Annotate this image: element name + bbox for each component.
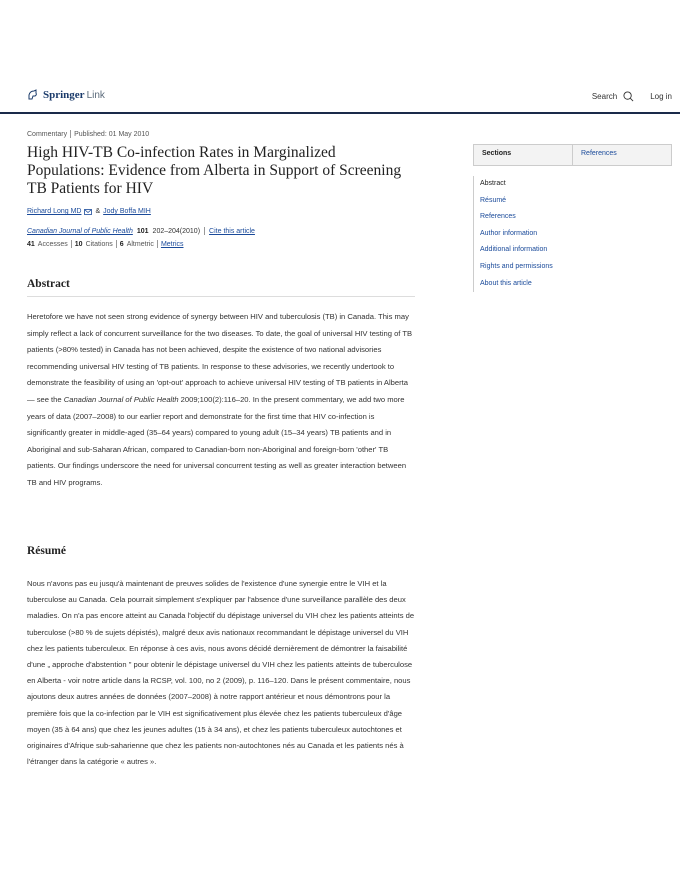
- journal-pages: 202–204(2010): [152, 227, 201, 235]
- abstract-text-part1: Heretofore we have not seen strong evidence of synergy between HIV and tuberculosis (TB) in Canada. This may simply reflect a lack of concurrent surveillance for the two diseases. To date, the goal of universal HIV testing of TB patients (>80% tested) in Canada has not been achieved, despite the existence of two national advisories recommending universal HIV testing of TB patients. In response to these advisories, we recently undertook to demonstrate the feasibility of using an 'opt-out' approach to achieve universal HIV testing of TB patients in Alberta — see the: [27, 312, 413, 404]
- springer-link-logo[interactable]: [27, 89, 105, 101]
- altmetric-label: Altmetric: [126, 240, 154, 248]
- abstract-journal-name: Canadian Journal of Public Health: [63, 394, 179, 404]
- altmetric-count: 6: [119, 240, 124, 248]
- sidebar-tabs: [473, 144, 672, 166]
- divider: [157, 240, 158, 248]
- article-title: High HIV-TB Co-infection Rates in Marginalized Populations: Evidence from Alberta in Support of Screening TB Patients for HIV: [27, 144, 402, 197]
- mail-icon[interactable]: [84, 209, 92, 215]
- sidebar-item-author-information[interactable]: Author information: [480, 229, 538, 237]
- resume-body: Nous n'avons pas eu jusqu'à maintenant de preuves solides de l'existence d'une synergie entre le VIH et la tuberculose au Canada. Cela pourrait simplement s'expliquer par l'absence d'une surveillance parallèle des deux maladies. On n'a pas encore atteint au Canada l'objectif du dépistage universel du VIH chez les patients atteints de tuberculose (>80 % de sujets dépistés), malgré deux avis nationaux recommandant le dépistage universel du VIH chez les patients tuberculeux. En réponse à ces avis, nous avons décidé dernièrement de démontrer la faisabilité d'une „ approche d'abstention " pour obtenir le dépistage universel du VIH chez les patients atteints de tuberculose en Alberta - voir notre article dans la RCSP, vol. 100, no 2 (2009), p. 116–120. Dans le présent commentaire, nous ajoutons deux autres années de données (2007–2008) à notre rapport antérieur et nous démontrons pour la première fois que la co-infection par le VIH est significativement plus élevée chez les patients tuberculeux d'âge moyen (35 à 64 ans) que chez les jeunes adultes (15 à 34 ans), et chez les patients tuberculeux autochtones et originaires d'Afrique sub-saharienne que chez les patients non-autochtones nés au Canada et les patients nés à l'étranger dans la catégorie « autres ».: [27, 579, 415, 767]
- sections-sidebar: [473, 144, 672, 292]
- article-header: [27, 130, 415, 248]
- cite-article-link[interactable]: Cite this article: [209, 227, 255, 235]
- logo-link-text: Link: [86, 89, 105, 101]
- author-link-boffa[interactable]: Jody Boffa MIH: [103, 208, 151, 215]
- sidebar-item-additional-information[interactable]: Additional information: [480, 246, 548, 254]
- resume-heading: Résumé: [27, 545, 66, 557]
- divider: [71, 240, 72, 248]
- journal-volume: 101: [136, 227, 149, 235]
- divider: [70, 130, 71, 138]
- citations-label: Citations: [85, 240, 113, 248]
- tab-sections[interactable]: Sections: [474, 145, 573, 165]
- author-separator: &: [95, 208, 101, 215]
- accesses-label: Accesses: [37, 240, 68, 248]
- divider: [116, 240, 117, 248]
- author-link-long[interactable]: Richard Long MD: [27, 208, 82, 215]
- search-link[interactable]: Search: [591, 92, 618, 101]
- sidebar-item-abstract[interactable]: Abstract: [480, 180, 506, 187]
- sidebar-section-list: [473, 176, 672, 292]
- divider: [204, 227, 205, 235]
- accesses-count: 41: [27, 240, 35, 248]
- tab-references[interactable]: References: [581, 150, 617, 157]
- sidebar-item-rights-and-permissions[interactable]: Rights and permissions: [480, 262, 553, 270]
- site-header: [0, 86, 680, 114]
- publish-date: Published: 01 May 2010: [74, 130, 150, 138]
- search-icon[interactable]: [623, 91, 634, 102]
- abstract-text-part2: 2009;100(2):116–20. In the present commentary, we add two more years of data (2007–2008) to our earlier report and demonstrate for the first time that HIV co-infection is significantly greater in middle-aged (35–64 years) compared to young adult (15–34 years) TB patients and in Aboriginal and sub-Saharan African, compared to Canadian-born non-Aboriginal and foreign-born 'other' TB patients. Our findings underscore the need for universal concurrent testing as well as greater interaction between TB and HIV programs.: [27, 394, 407, 487]
- sidebar-item-about-this-article[interactable]: About this article: [480, 279, 532, 287]
- sidebar-item-references[interactable]: References: [480, 213, 516, 221]
- sidebar-item-resume[interactable]: Résumé: [480, 196, 507, 204]
- springer-horse-icon: [27, 89, 39, 101]
- metrics-link[interactable]: Metrics: [160, 240, 184, 248]
- abstract-heading: Abstract: [27, 278, 415, 297]
- login-link[interactable]: Log in: [650, 92, 672, 101]
- abstract-body: [27, 309, 415, 492]
- citations-count: 10: [74, 240, 83, 248]
- logo-springer-text: Springer: [43, 89, 85, 101]
- article-type: Commentary: [27, 130, 68, 138]
- journal-link[interactable]: Canadian Journal of Public Health: [27, 227, 133, 235]
